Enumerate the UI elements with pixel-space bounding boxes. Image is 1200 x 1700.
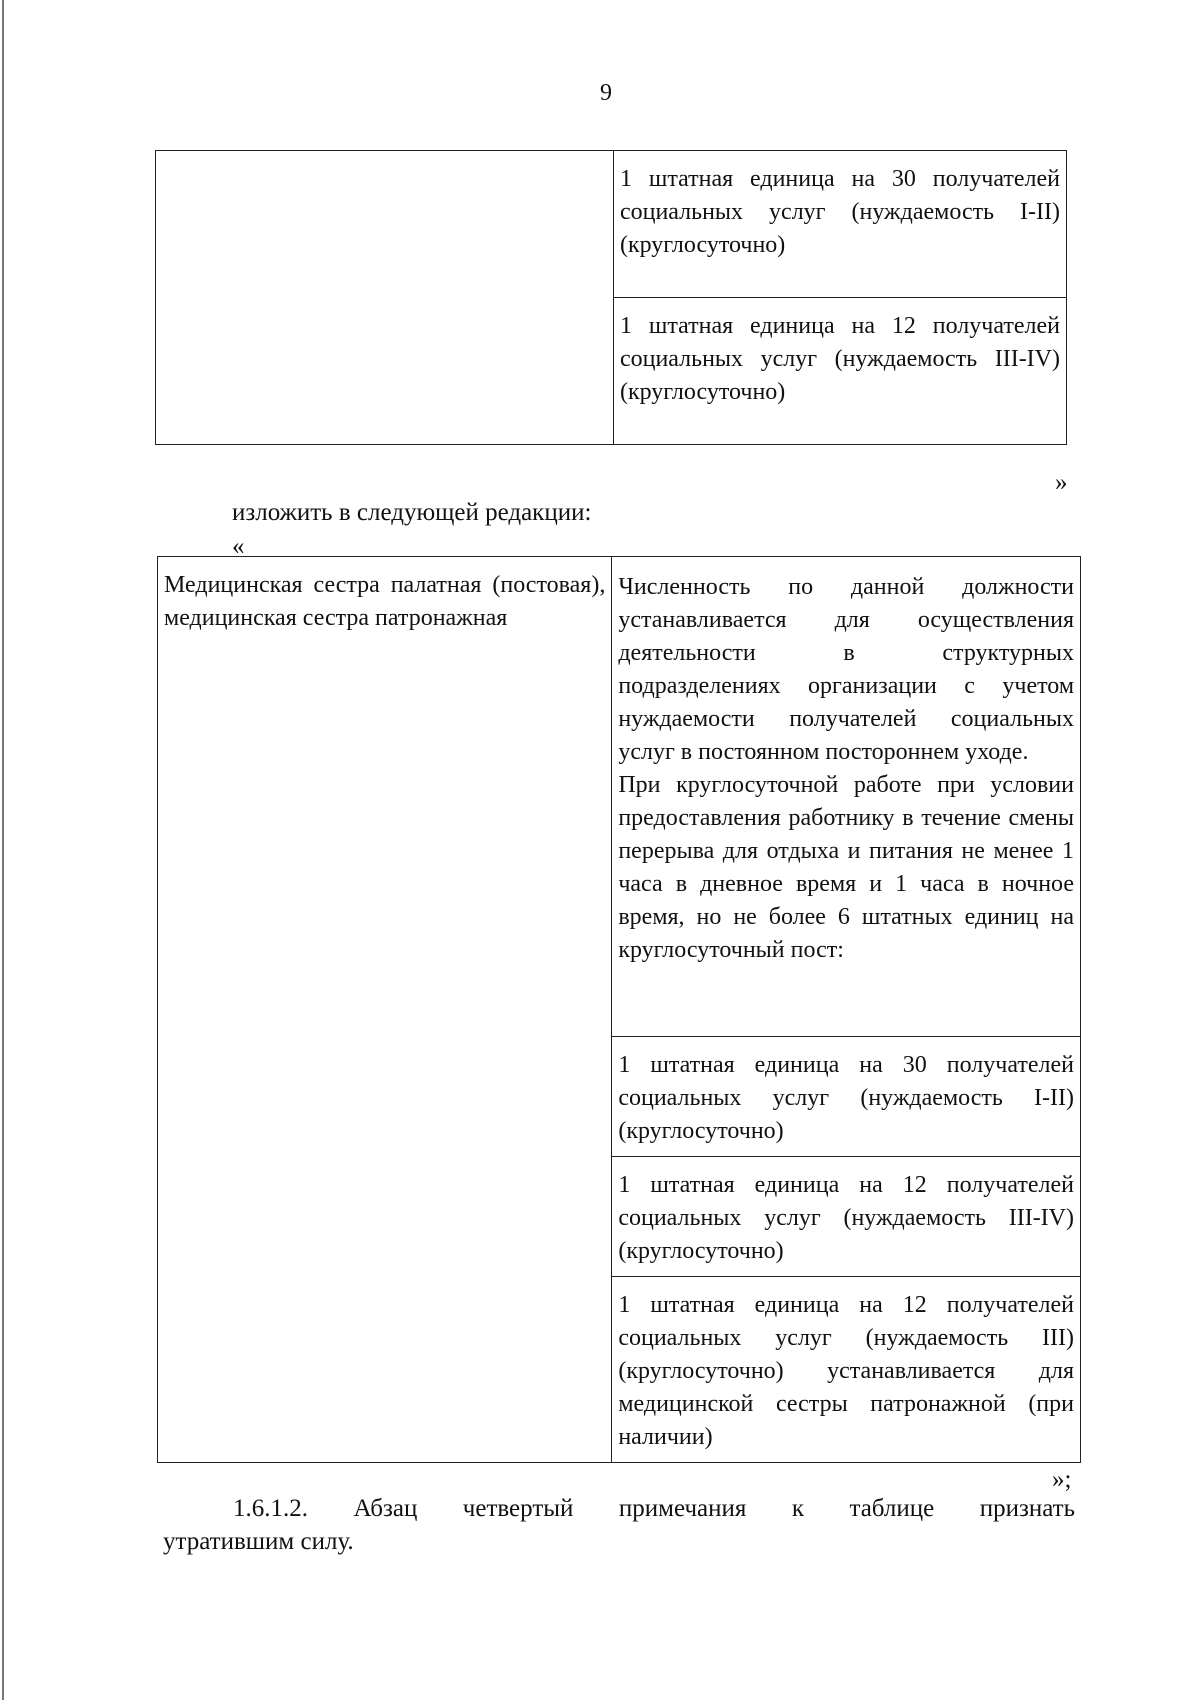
- intro-text: изложить в следующей редакции:: [232, 499, 592, 526]
- table-cell-norm: 1 штатная единица на 12 получателей социальных услуг (нуждаемость III) (круглосуточно) устанавливается для медицинской сестры патронажной (при наличии): [612, 1277, 1081, 1463]
- table-cell-position: Медицинская сестра палатная (постовая), медицинская сестра патронажная: [158, 557, 612, 1463]
- table-cell-position: [156, 151, 614, 445]
- norm-paragraph: При круглосуточной работе при условии предоставления работнику в течение смены перерыва для отдыха и питания не менее 1 часа в дневное время и 1 часа в ночное время, но не более 6 штатных единиц на круглосуточный пост:: [618, 772, 1074, 963]
- final-paragraph: [163, 1492, 1075, 1558]
- page-number: 9: [600, 80, 612, 106]
- scan-edge: [2, 0, 4, 1700]
- table-cell-norm: 1 штатная единица на 12 получателей социальных услуг (нуждаемость III-IV) (круглосуточно): [613, 298, 1066, 445]
- final-paragraph-line: утратившим силу.: [163, 1528, 354, 1555]
- opening-quote: «: [232, 533, 245, 560]
- table-previous-edition: [155, 150, 1067, 445]
- table-row: [158, 557, 1081, 1037]
- table-cell-norm: 1 штатная единица на 30 получателей социальных услуг (нуждаемость I-II) (круглосуточно): [613, 151, 1066, 298]
- final-paragraph-line: 1.6.1.2. Абзац четвертый примечания к таблице признать: [233, 1495, 1075, 1522]
- table-row: [156, 151, 1067, 298]
- table-new-edition: [157, 556, 1081, 1463]
- norm-paragraph: Численность по данной должности устанавливается для осуществления деятельности в структурных подразделениях организации с учетом нуждаемости получателей социальных услуг в постоянном постороннем уходе.: [618, 574, 1074, 765]
- table-cell-norm: [612, 557, 1081, 1037]
- closing-quote: »: [1055, 469, 1068, 496]
- closing-quote: »;: [1052, 1466, 1072, 1493]
- table-cell-norm: 1 штатная единица на 12 получателей социальных услуг (нуждаемость III-IV) (круглосуточно): [612, 1157, 1081, 1277]
- table-cell-norm: 1 штатная единица на 30 получателей социальных услуг (нуждаемость I-II) (круглосуточно): [612, 1037, 1081, 1157]
